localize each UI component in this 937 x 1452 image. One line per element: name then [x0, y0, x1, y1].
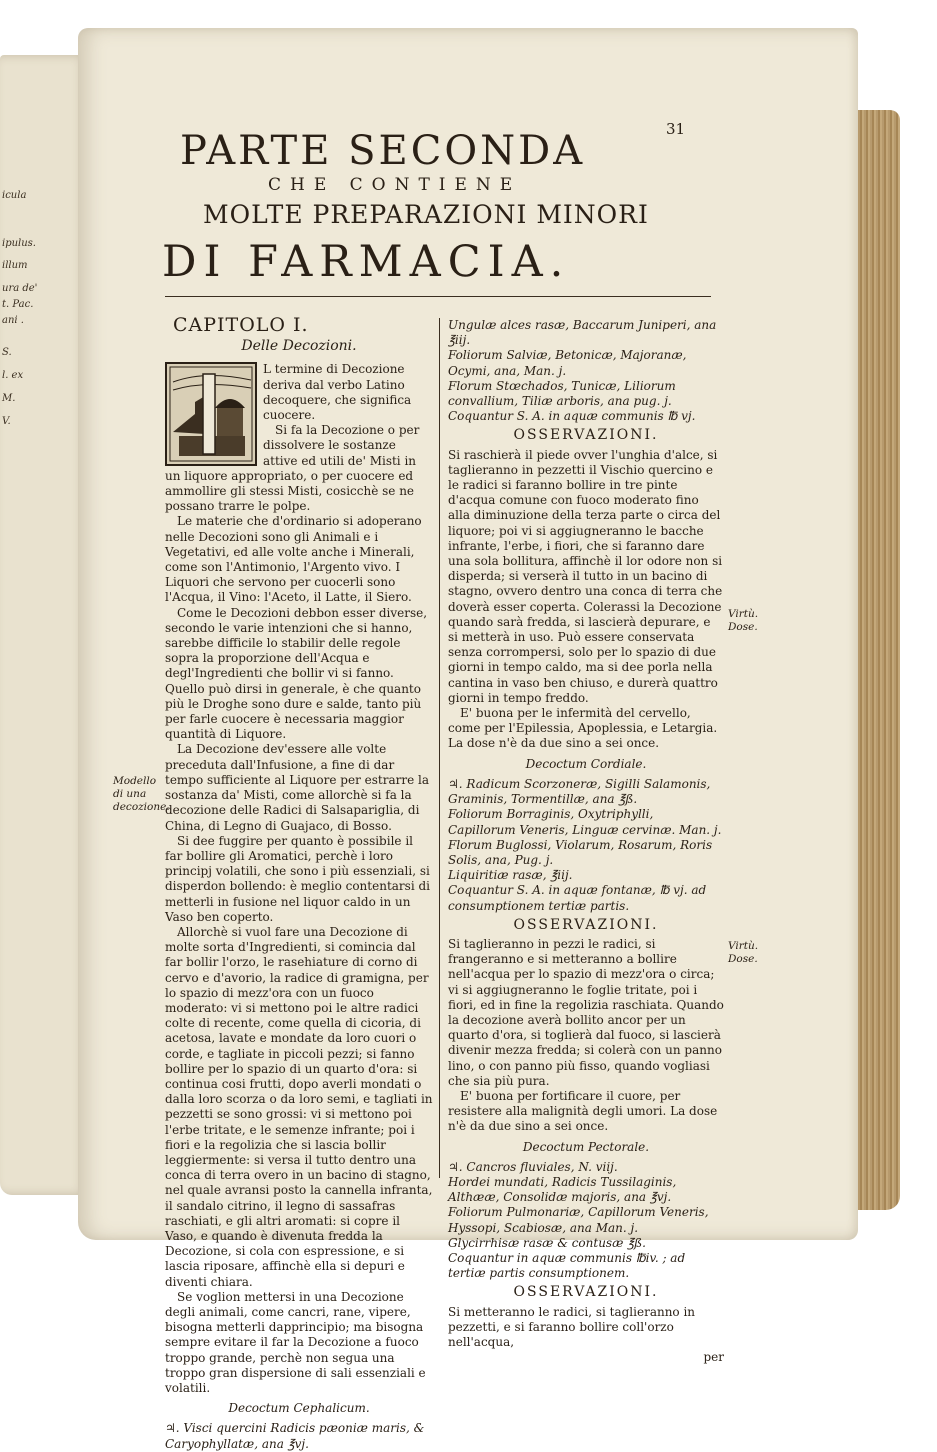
paragraph: Come le Decozioni debbon esser diverse, secondo le varie intenzioni che si hanno, sarebbe difficile lo stabilir delle regole sopra la proporzione dell'Acqua e degl'Ingredienti che bollir vi si fanno. Quello può dirsi in generale, è che quanto più le Droghe sono dure e salde, tanto più per farle cuocere è necessaria maggior quantità di Liquore. — [165, 605, 428, 742]
paragraph: L termine di Decozione deriva dal verbo Latino decoquere, che significa cuocere. — [263, 362, 412, 423]
header-rule — [165, 296, 711, 297]
facing-page-fragment: V. — [2, 416, 11, 427]
margin-note: Modello di una decozione. — [113, 775, 170, 813]
recipe-line: Foliorum Pulmonariæ, Capillorum Veneris, Hyssopi, Scabiosæ, ana Man. j. — [448, 1205, 709, 1235]
facing-page-fragment: ura de' — [2, 283, 38, 294]
page-number: 31 — [666, 120, 686, 138]
paragraph: La Decozione dev'essere alle volte preceduta dall'Infusione, a fine di dar tempo sufficiente al Liquore per estrarre la sostanza da' Misti, come allorchè si fa la decozione delle Radici di Salsapariglia, di China, di Legno di Guajaco, di Bosso. — [165, 742, 429, 833]
recipe-line: ♃. Visci quercini Radicis pæoniæ maris, & Caryophyllatæ, ana ℥vj. — [165, 1421, 425, 1451]
recipe-line: Foliorum Salviæ, Betonicæ, Majoranæ, Ocymi, ana, Man. j. — [448, 348, 687, 378]
facing-page-fragment: M. — [2, 393, 16, 404]
title-line-3: MOLTE PREPARAZIONI MINORI — [203, 200, 649, 229]
paragraph: Si fa la Decozione o per dissolvere le sostanze attive ed utili de' Misti in un liquore appropriato, o per cuocere ed ammollire gli stessi Misti, cosicchè se ne possano trarre le polpe. — [165, 423, 420, 514]
paragraph: Se voglion mettersi in una Decozione degli animali, come cancri, rane, vipere, bisogna metterli dapprincipio; ma bisogna sempre evitare il far la Decozione a fuoco troppo grande, perchè non segua una troppo gran dispersione di sali essenziali e volatili. — [165, 1289, 426, 1396]
woodcut-initial-illustration — [165, 362, 257, 466]
facing-page-fragment: ipulus. — [2, 238, 36, 249]
recipe-line: Florum Stœchados, Tunicæ, Liliorum convallium, Tiliæ arboris, ana pug. j. — [448, 378, 676, 409]
paragraph: Si taglieranno in pezzi le radici, si frangeranno e si metteranno a bollire nell'acqua per lo spazio di mezz'ora o circa; vi si aggiugneranno le foglie tritate, poi i fiori, ed in fine la regolizia raschiata. Quando la decozione averà bollito ancor per un quarto d'ora, si toglierà dal fuoco, si lascierà divenir mezza fredda; si colerà con un panno lino, o con panno più fisso, quando vogliasi che sia più pura. — [448, 936, 724, 1088]
paragraph: Allorchè si vuol fare una Decozione di molte sorta d'Ingredienti, si comincia dal far bollir l'orzo, le rasehiature di corno di cervo e d'avorio, la radice di gramigna, per lo spazio di mezz'ora con un fuoco moderato: vi si mettono poi le altre radici colte di recente, come quella di cicoria, di acetosa, lavate e mondate da loro cuori o corde, e tagliate in piccoli pezzi; si fanno bollire per lo spazio di un quarto d'ora: si continua cosi frutti, dopo averli mondati o dalla loro scorza o da loro semi, e tagliati in pezzetti se sono grossi: vi si mettono poi l'erbe tritate, e le semenze infrante; poi i fiori e la regolizia che si lascia bollir leggiermente: si versa il tutto dentro una conca di terra overo in un bacino di stagno, nel quale avransi posto la cannella infranta, il sandalo citrino, il legno di sassafras raschiati, e gli altri aromati: si copre il Vaso, e quando è divenuta fredda la Decozione, si cola con espressione, e si lascia riposare, affinchè ella si depuri e diventi chiara. — [165, 924, 433, 1289]
paragraph: Le materie che d'ordinario si adoperano nelle Decozioni sono gli Animali e i Vegetativi, ed alle volte anche i Minerali, come son l'Antimonio, l'Argento vivo. I Liquori che servono per cuocerli sono l'Acqua, il Vino: l'Aceto, il Latte, il Siero. — [165, 514, 422, 605]
observations-heading: OSSERVAZIONI. — [513, 916, 659, 933]
facing-page — [0, 55, 88, 1195]
recipe-line: Coquantur S. A. in aquæ communis ℔ vj. — [448, 409, 696, 424]
title-line-4: DI FARMACIA. — [162, 237, 571, 287]
recipe-title: Decoctum Cordiale. — [525, 756, 647, 771]
recipe-line: Glycirrhisæ rasæ & contusæ ℥ß. — [448, 1235, 646, 1250]
paragraph: E' buona per le infermità del cervello, come per l'Epilessia, Apoplessia, e Letargia. La dose n'è da due sino a sei once. — [448, 706, 718, 751]
recipe-line: ♃. Radicum Scorzoneræ, Sigilli Salamonis, Graminis, Tormentillæ, ana ℥ß. — [448, 776, 711, 807]
paragraph: Si metteranno le radici, si taglieranno in pezzetti, e si faranno bollire coll'orzo nell'acqua, — [448, 1304, 696, 1349]
title-line-2: CHE CONTIENE — [268, 175, 522, 195]
paragraph: Si dee fuggire per quanto è possibile il far bollire gli Aromatici, perchè i loro principj volatili, che sono i più essenziali, si disperdon bollendo: è meglio contentarsi di metterli in fusione nel liquor caldo in un Vaso ben coperto. — [165, 833, 430, 924]
section-heading: Delle Decozioni. — [241, 338, 357, 355]
recipe-title: Decoctum Cephalicum. — [228, 1401, 370, 1416]
facing-page-fragment: icula — [2, 190, 27, 201]
recipe-line: Florum Buglossi, Violarum, Rosarum, Roris Solis, ana, Pug. j. — [448, 837, 713, 867]
recipe-line: Coquantur S. A. in aquæ fontanæ, ℔ vj. ad consumptionem tertiæ partis. — [448, 883, 707, 913]
recipe-title: Decoctum Pectorale. — [522, 1139, 650, 1154]
recipe-line: Liquiritiæ rasæ, ℥iij. — [448, 868, 573, 883]
facing-page-fragment: t. Pac. — [2, 299, 34, 310]
book-page-edges — [852, 110, 900, 1210]
facing-page-fragment: ani . — [2, 315, 24, 326]
column-divider — [439, 318, 440, 1178]
left-column — [165, 314, 433, 1452]
observations-heading: OSSERVAZIONI. — [513, 1284, 659, 1301]
margin-note: Virtù. Dose. — [728, 940, 759, 965]
recipe-line: Coquantur in aquæ communis ℔iv. ; ad tertiæ partis consumptionem. — [448, 1250, 686, 1281]
right-column — [448, 318, 724, 1365]
chapter-heading: CAPITOLO I. — [173, 314, 309, 336]
recipe-line: Ungulæ alces rasæ, Baccarum Juniperi, ana ℥iij. — [448, 318, 717, 348]
paragraph: Si raschierà il piede ovver l'unghia d'alce, si taglieranno in pezzetti il Vischio quercino e le radici si faranno bollire in tre pinte d'acqua comune con fuoco moderato fino alla diminuzione della terza parte o circa del liquore; poi vi si aggiugneranno le bacche infrante, l'erbe, i fiori, che si faranno dare una sola bollitura, affinchè il lor odore non si disperda; si verserà il tutto in un bacino di stagno, ovvero dentro una conca di terra che doverà esser coperta. Colerassi la Decozione quando sarà fredda, si lascierà depurare, e si metterà in uso. Può essere conservata senza corrompersi, solo per lo spazio di due giorni in tempo caldo, ma si dee porla nella cantina in vaso ben chiuso, e durerà quattro giorni in tempo freddo. — [448, 447, 723, 705]
recipe-line: Foliorum Borraginis, Oxytriphylli, Capillorum Veneris, Linguæ cervinæ. Man. j. — [448, 807, 722, 837]
catchword: per — [703, 1350, 724, 1365]
recipe-line: Hordei mundati, Radicis Tussilaginis, Althææ, Consolidæ majoris, ana ℥vj. — [448, 1174, 677, 1205]
facing-page-fragment: l. ex — [2, 370, 24, 381]
facing-page-fragment: S. — [2, 347, 12, 358]
recipe-line: ♃. Cancros fluviales, N. viij. — [448, 1159, 618, 1174]
margin-note: Virtù. Dose. — [728, 608, 759, 633]
paragraph: E' buona per fortificare il cuore, per resistere alla malignità degli umori. La dose n'è da due sino a sei once. — [448, 1088, 718, 1134]
facing-page-fragment: illum — [2, 260, 28, 271]
title-line-1: PARTE SECONDA — [180, 128, 586, 174]
observations-heading: OSSERVAZIONI. — [513, 427, 659, 444]
